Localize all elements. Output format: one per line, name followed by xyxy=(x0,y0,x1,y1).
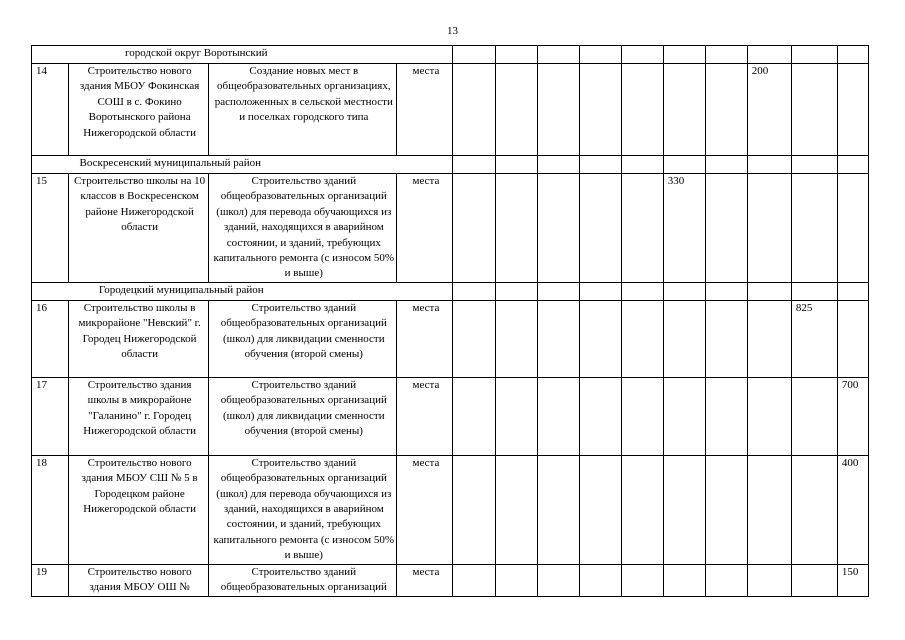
value-cell xyxy=(579,64,621,156)
table-row xyxy=(32,300,869,377)
value-cell xyxy=(705,64,747,156)
value-cell xyxy=(705,455,747,564)
value-cell xyxy=(705,564,747,596)
value-cell xyxy=(791,174,837,283)
value-cell xyxy=(495,455,537,564)
value-cell xyxy=(621,564,663,596)
value-cell xyxy=(579,300,621,377)
unit: места xyxy=(397,564,453,596)
value-cell xyxy=(747,174,791,283)
empty-cell xyxy=(663,46,705,64)
value-cell xyxy=(791,564,837,596)
empty-cell xyxy=(705,156,747,174)
value-cell xyxy=(495,564,537,596)
value-cell xyxy=(453,174,495,283)
value-cell xyxy=(837,174,868,283)
empty-cell xyxy=(837,156,868,174)
value-cell xyxy=(453,377,495,455)
empty-cell xyxy=(621,282,663,300)
unit: места xyxy=(397,64,453,156)
section-title-cell xyxy=(32,282,453,300)
object-description: Строительство зданий общеобразовательных организаций (школ) для ликвидации сменности обучения (второй смены) xyxy=(209,377,397,455)
value-cell xyxy=(747,455,791,564)
value-cell xyxy=(791,64,837,156)
row-number: 14 xyxy=(32,64,69,156)
table-row xyxy=(32,564,869,596)
empty-cell xyxy=(837,46,868,64)
row-number: 18 xyxy=(32,455,69,564)
value-cell: 825 xyxy=(791,300,837,377)
value-cell: 330 xyxy=(663,174,705,283)
value-cell xyxy=(705,377,747,455)
section-header-row xyxy=(32,282,869,300)
empty-cell xyxy=(621,156,663,174)
unit: места xyxy=(397,174,453,283)
value-cell: 200 xyxy=(747,64,791,156)
row-number: 17 xyxy=(32,377,69,455)
object-name: Строительство здания школы в микрорайоне "Галанино" г. Городец Нижегородской области xyxy=(69,377,209,455)
value-cell xyxy=(621,174,663,283)
value-cell xyxy=(705,300,747,377)
section-title-cell xyxy=(32,156,453,174)
value-cell xyxy=(579,564,621,596)
table-row xyxy=(32,377,869,455)
table-row xyxy=(32,174,869,283)
empty-cell xyxy=(453,46,495,64)
object-description: Строительство зданий общеобразовательных организаций xyxy=(209,564,397,596)
empty-cell xyxy=(495,282,537,300)
empty-cell xyxy=(579,282,621,300)
value-cell xyxy=(579,455,621,564)
value-cell xyxy=(537,64,579,156)
empty-cell xyxy=(579,46,621,64)
section-title: Городецкий муниципальный район xyxy=(98,283,264,296)
value-cell: 400 xyxy=(837,455,868,564)
section-title: городской округ Воротынский xyxy=(124,47,268,59)
object-name: Строительство школы в микрорайоне "Невский" г. Городец Нижегородской области xyxy=(69,300,209,377)
value-cell xyxy=(537,300,579,377)
section-title: Воскресенский муниципальный район xyxy=(79,157,261,169)
value-cell xyxy=(747,377,791,455)
empty-cell xyxy=(621,46,663,64)
value-cell xyxy=(453,300,495,377)
table-row xyxy=(32,64,869,156)
row-number: 16 xyxy=(32,300,69,377)
empty-cell xyxy=(663,282,705,300)
empty-cell xyxy=(495,46,537,64)
value-cell xyxy=(537,455,579,564)
row-number: 19 xyxy=(32,564,69,596)
section-header-row xyxy=(32,156,869,174)
empty-cell xyxy=(537,156,579,174)
unit: места xyxy=(397,300,453,377)
empty-cell xyxy=(747,156,791,174)
value-cell xyxy=(663,300,705,377)
empty-cell xyxy=(791,46,837,64)
value-cell xyxy=(621,64,663,156)
value-cell xyxy=(663,455,705,564)
value-cell xyxy=(495,300,537,377)
section-title-cell xyxy=(32,46,453,64)
object-description: Строительство зданий общеобразовательных организаций (школ) для перевода обучающихся из зданий, находящихся в аварийном состоянии, и зданий, требующих капитального ремонта (с износом 50% и выше) xyxy=(209,455,397,564)
empty-cell xyxy=(537,46,579,64)
value-cell xyxy=(791,455,837,564)
value-cell xyxy=(453,455,495,564)
empty-cell xyxy=(747,46,791,64)
value-cell xyxy=(705,174,747,283)
object-description: Создание новых мест в общеобразовательных организациях, расположенных в сельской местности и поселках городского типа xyxy=(209,64,397,156)
value-cell xyxy=(579,377,621,455)
value-cell xyxy=(663,377,705,455)
value-cell: 700 xyxy=(837,377,868,455)
unit: места xyxy=(397,455,453,564)
value-cell: 150 xyxy=(837,564,868,596)
value-cell xyxy=(621,377,663,455)
page-number: 13 xyxy=(447,25,458,37)
value-cell xyxy=(747,564,791,596)
empty-cell xyxy=(453,156,495,174)
unit: места xyxy=(397,377,453,455)
empty-cell xyxy=(453,282,495,300)
value-cell xyxy=(537,564,579,596)
program-table xyxy=(31,45,869,597)
value-cell xyxy=(537,377,579,455)
object-name: Строительство нового здания МБОУ СШ № 5 в Городецком районе Нижегородской области xyxy=(69,455,209,564)
empty-cell xyxy=(705,282,747,300)
empty-cell xyxy=(837,282,868,300)
object-name: Строительство нового здания МБОУ ОШ № xyxy=(69,564,209,596)
object-description: Строительство зданий общеобразовательных организаций (школ) для перевода обучающихся из зданий, находящихся в аварийном состоянии, и зданий, требующих капитального ремонта (с износом 50% и выше) xyxy=(209,174,397,283)
value-cell xyxy=(663,64,705,156)
empty-cell xyxy=(579,156,621,174)
value-cell xyxy=(837,300,868,377)
value-cell xyxy=(495,174,537,283)
value-cell xyxy=(791,377,837,455)
empty-cell xyxy=(495,156,537,174)
empty-cell xyxy=(747,282,791,300)
value-cell xyxy=(837,64,868,156)
empty-cell xyxy=(791,156,837,174)
object-name: Строительство нового здания МБОУ Фокинская СОШ в с. Фокино Воротынского района Нижегородской области xyxy=(69,64,209,156)
value-cell xyxy=(453,564,495,596)
empty-cell xyxy=(705,46,747,64)
section-header-row xyxy=(32,46,869,64)
empty-cell xyxy=(537,282,579,300)
value-cell xyxy=(621,300,663,377)
value-cell xyxy=(663,564,705,596)
empty-cell xyxy=(791,282,837,300)
value-cell xyxy=(495,377,537,455)
value-cell xyxy=(495,64,537,156)
value-cell xyxy=(621,455,663,564)
value-cell xyxy=(747,300,791,377)
value-cell xyxy=(537,174,579,283)
object-name: Строительство школы на 10 классов в Воскресенском районе Нижегородской области xyxy=(69,174,209,283)
row-number: 15 xyxy=(32,174,69,283)
value-cell xyxy=(453,64,495,156)
table-row xyxy=(32,455,869,564)
object-description: Строительство зданий общеобразовательных организаций (школ) для ликвидации сменности обучения (второй смены) xyxy=(209,300,397,377)
empty-cell xyxy=(663,156,705,174)
value-cell xyxy=(579,174,621,283)
